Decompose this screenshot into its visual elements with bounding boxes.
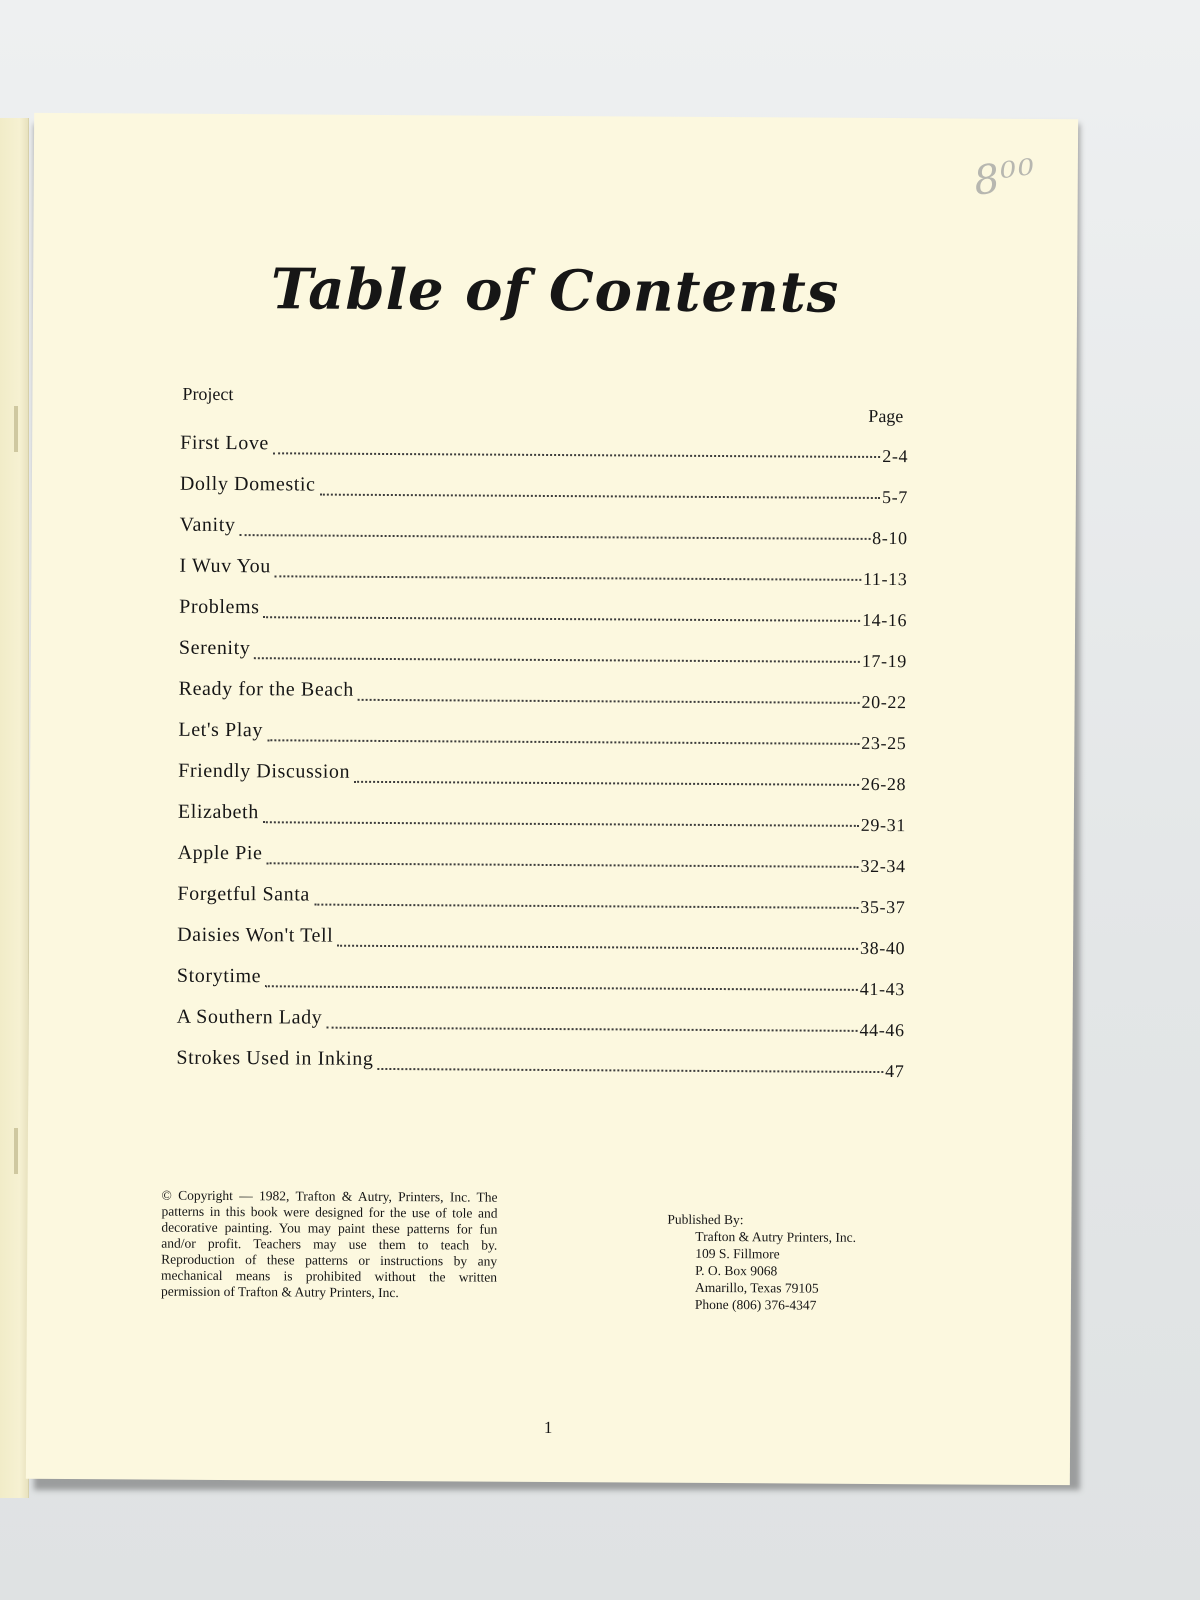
publisher-city: Amarillo, Texas 79105: [694, 1279, 819, 1296]
contents-entry: [178, 678, 906, 723]
entry-title: A Southern Lady: [176, 1005, 323, 1029]
contents-entry: [178, 719, 906, 764]
entry-pages: 23-25: [861, 732, 907, 754]
contents-entry: [179, 514, 907, 559]
dot-leader: [354, 781, 859, 786]
contents-entry: [177, 924, 905, 969]
entry-pages: 41-43: [859, 978, 905, 1000]
entry-title: Daisies Won't Tell: [177, 923, 334, 947]
contents-entry: [180, 432, 908, 477]
contents-entry: [177, 965, 905, 1010]
entry-title: Elizabeth: [177, 800, 259, 824]
publisher-name: Trafton & Autry Printers, Inc.: [695, 1228, 857, 1245]
entry-pages: 32-34: [860, 855, 906, 877]
entry-title: Dolly Domestic: [179, 472, 316, 496]
contents-entry: [178, 760, 906, 805]
contents-entry: [177, 842, 905, 887]
contents-list: [176, 432, 908, 1092]
entry-title: Problems: [179, 595, 260, 619]
copyright-notice: © Copyright — 1982, Trafton & Autry, Printers, Inc. The patterns in this book were designed for the use of tole and decorative painting. You may paint these patterns for fun and/or profit. Teachers may use them to teach by. Reproduction of these patterns or instructions by any mechanical means is prohibited without the written permission of Trafton & Autry Printers, Inc.: [160, 1187, 498, 1301]
handwritten-price: 8⁰⁰: [971, 150, 1041, 205]
contents-entry: [177, 883, 905, 928]
entry-pages: 8-10: [872, 527, 908, 549]
dot-leader: [319, 494, 880, 499]
dot-leader: [326, 1027, 857, 1032]
entry-pages: 11-13: [862, 568, 908, 590]
contents-entry: [176, 1006, 904, 1051]
entry-title: Let's Play: [178, 718, 264, 742]
entry-pages: 5-7: [881, 487, 908, 508]
dot-leader: [337, 945, 858, 950]
entry-title: Storytime: [176, 964, 262, 988]
entry-pages: 38-40: [860, 937, 906, 959]
entry-pages: 47: [885, 1061, 905, 1082]
dot-leader: [266, 862, 858, 868]
dot-leader: [254, 657, 860, 663]
entry-pages: 2-4: [882, 446, 909, 467]
entry-title: Serenity: [178, 636, 251, 660]
entry-pages: 29-31: [860, 814, 906, 836]
entry-pages: 35-37: [860, 896, 906, 918]
dot-leader: [239, 534, 870, 540]
facing-page-edge: [0, 118, 29, 1498]
contents-entry: [179, 555, 907, 600]
project-column-header: Project: [182, 383, 234, 405]
binding-staple: [14, 1128, 18, 1174]
entry-pages: 26-28: [861, 773, 907, 795]
dot-leader: [314, 904, 858, 909]
entry-title: Friendly Discussion: [178, 759, 351, 783]
entry-title: Vanity: [179, 513, 236, 537]
publisher-address: [667, 1228, 856, 1314]
dot-leader: [263, 821, 859, 827]
contents-entry: [180, 473, 908, 518]
entry-title: Strokes Used in Inking: [176, 1046, 374, 1070]
publisher-block: [667, 1211, 856, 1314]
page-title: Table of Contents: [270, 256, 840, 326]
contents-entry: [178, 801, 906, 846]
entry-title: Apple Pie: [177, 841, 263, 865]
dot-leader: [273, 452, 880, 458]
dot-leader: [358, 699, 860, 704]
entry-title: Ready for the Beach: [178, 677, 354, 701]
binding-staple: [14, 406, 18, 452]
entry-title: I Wuv You: [179, 554, 271, 578]
dot-leader: [377, 1068, 883, 1073]
contents-entry: [179, 596, 907, 641]
dot-leader: [263, 616, 860, 622]
entry-title: First Love: [180, 431, 270, 455]
page-number: 1: [543, 1417, 553, 1438]
publisher-street: 109 S. Fillmore: [695, 1245, 780, 1262]
dot-leader: [275, 575, 861, 581]
entry-pages: 14-16: [862, 609, 908, 631]
contents-entry: [176, 1047, 904, 1092]
entry-pages: 20-22: [861, 691, 907, 713]
publisher-phone: Phone (806) 376-4347: [694, 1296, 817, 1313]
page-column-header: Page: [868, 405, 904, 427]
dot-leader: [267, 739, 859, 745]
dot-leader: [265, 985, 858, 991]
entry-pages: 17-19: [861, 650, 907, 672]
publisher-po-box: P. O. Box 9068: [695, 1262, 778, 1279]
entry-title: Forgetful Santa: [177, 882, 310, 906]
contents-entry: [179, 637, 907, 682]
book-page: [26, 113, 1078, 1485]
entry-pages: 44-46: [859, 1019, 905, 1041]
publisher-label: Published By:: [667, 1211, 744, 1228]
